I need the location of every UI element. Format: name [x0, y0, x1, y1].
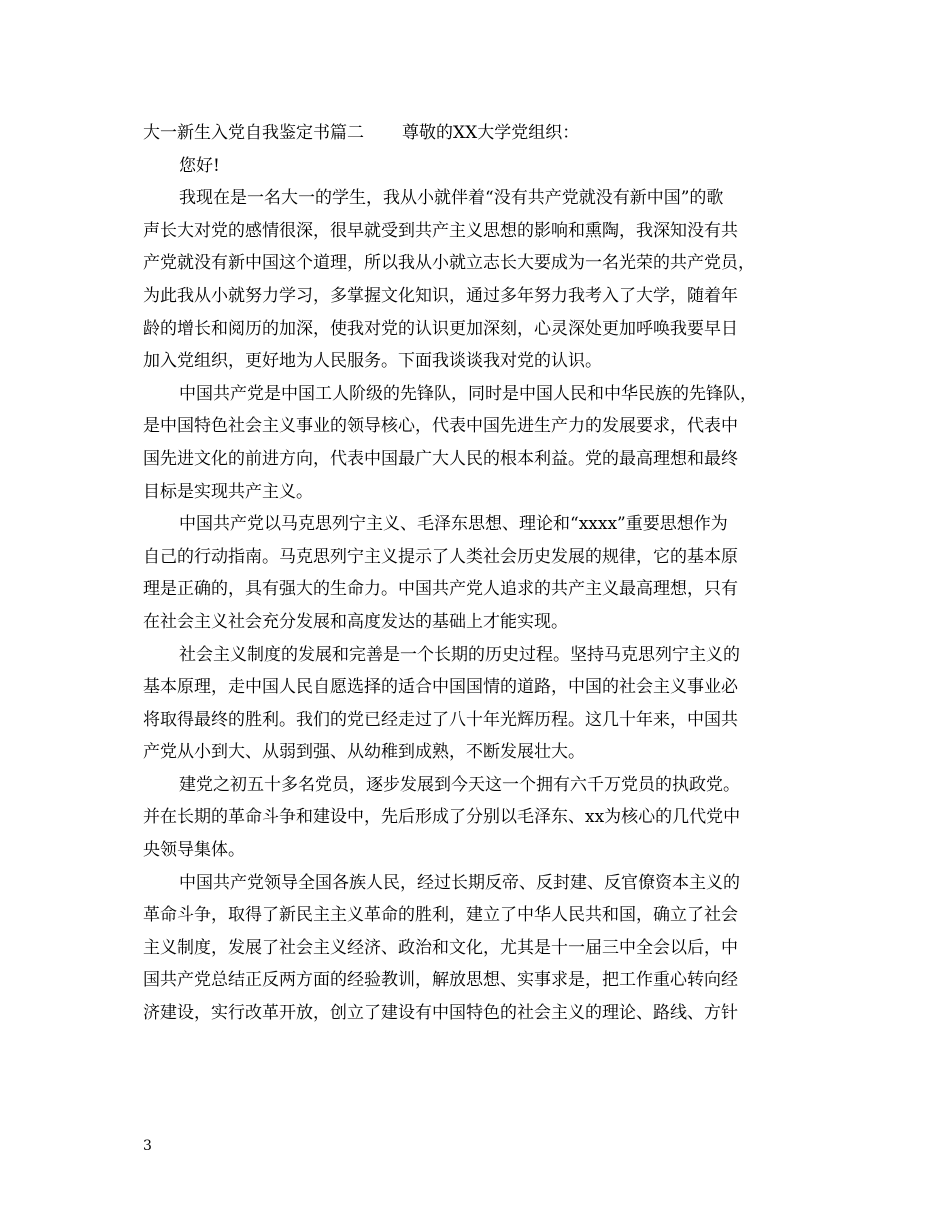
text-line: 革命斗争，取得了新民主主义革命的胜利，建立了中华人民共和国，确立了社会: [143, 905, 738, 926]
text-line: 中国共产党领导全国各族人民，经过长期反帝、反封建、反官僚资本主义的: [179, 872, 740, 893]
text-line: 主义制度，发展了社会主义经济、政治和文化，尤其是十一届三中全会以后，中: [143, 937, 738, 958]
text-line: 国先进文化的前进方向，代表中国最广大人民的根本利益。党的最高理想和最终: [143, 448, 738, 469]
text-line: 基本原理，走中国人民自愿选择的适合中国国情的道路，中国的社会主义事业必: [143, 677, 738, 698]
text-line: 将取得最终的胜利。我们的党已经走过了八十年光辉历程。这几十年来，中国共: [143, 709, 738, 730]
text-line: 理是正确的，具有强大的生命力。中国共产党人追求的共产主义最高理想，只有: [143, 579, 738, 600]
text-line: 建党之初五十多名党员，逐步发展到今天这一个拥有六千万党员的执政党。: [179, 774, 740, 795]
text-line: 是中国特色社会主义事业的领导核心，代表中国先进生产力的发展要求，代表中: [143, 416, 738, 437]
text-line: 为此我从小就努力学习，多掌握文化知识，通过多年努力我考入了大学，随着年: [143, 285, 738, 306]
document-body: [143, 117, 811, 1030]
text-line: 声长大对党的感情很深，很早就受到共产主义思想的影响和熏陶，我深知没有共: [143, 220, 738, 241]
document-title: 大一新生入党自我鉴定书篇二: [143, 123, 364, 143]
text-line: 并在长期的革命斗争和建设中，先后形成了分别以毛泽东、xx为核心的几代党中: [143, 807, 741, 828]
text-line: 产党就没有新中国这个道理，所以我从小就立志长大要成为一名光荣的共产党员，: [143, 253, 755, 274]
text-line: 社会主义制度的发展和完善是一个长期的历史过程。坚持马克思列宁主义的: [179, 644, 740, 665]
text-line: 中国共产党是中国工人阶级的先锋队，同时是中国人民和中华民族的先锋队，: [179, 383, 757, 404]
page-number: 3: [143, 1138, 152, 1154]
text-line: 您好!: [179, 155, 220, 176]
text-line: 济建设，实行改革开放，创立了建设有中国特色的社会主义的理论、路线、方针: [143, 1003, 738, 1024]
text-line: 加入党组织，更好地为人民服务。下面我谈谈我对党的认识。: [143, 351, 602, 372]
text-line: 国共产党总结正反两方面的经验教训，解放思想、实事求是，把工作重心转向经: [143, 970, 738, 991]
text-line: 在社会主义社会充分发展和高度发达的基础上才能实现。: [143, 611, 568, 632]
text-line: 产党从小到大、从弱到强、从幼稚到成熟，不断发展壮大。: [143, 742, 585, 763]
text-line: 自己的行动指南。马克思列宁主义提示了人类社会历史发展的规律，它的基本原: [143, 546, 738, 567]
text-line: 央领导集体。: [143, 840, 245, 861]
salutation: 尊敬的XX大学党组织：: [402, 123, 580, 143]
text-line: 中国共产党以马克思列宁主义、毛泽东思想、理论和“xxxx”重要思想作为: [179, 514, 728, 535]
text-line: 龄的增长和阅历的加深，使我对党的认识更加深刻，心灵深处更加呼唤我要早日: [143, 318, 738, 339]
title-line: [143, 117, 811, 150]
text-line: 我现在是一名大一的学生，我从小就伴着“没有共产党就没有新中国”的歌: [179, 188, 724, 209]
text-line: 目标是实现共产主义。: [143, 481, 313, 502]
